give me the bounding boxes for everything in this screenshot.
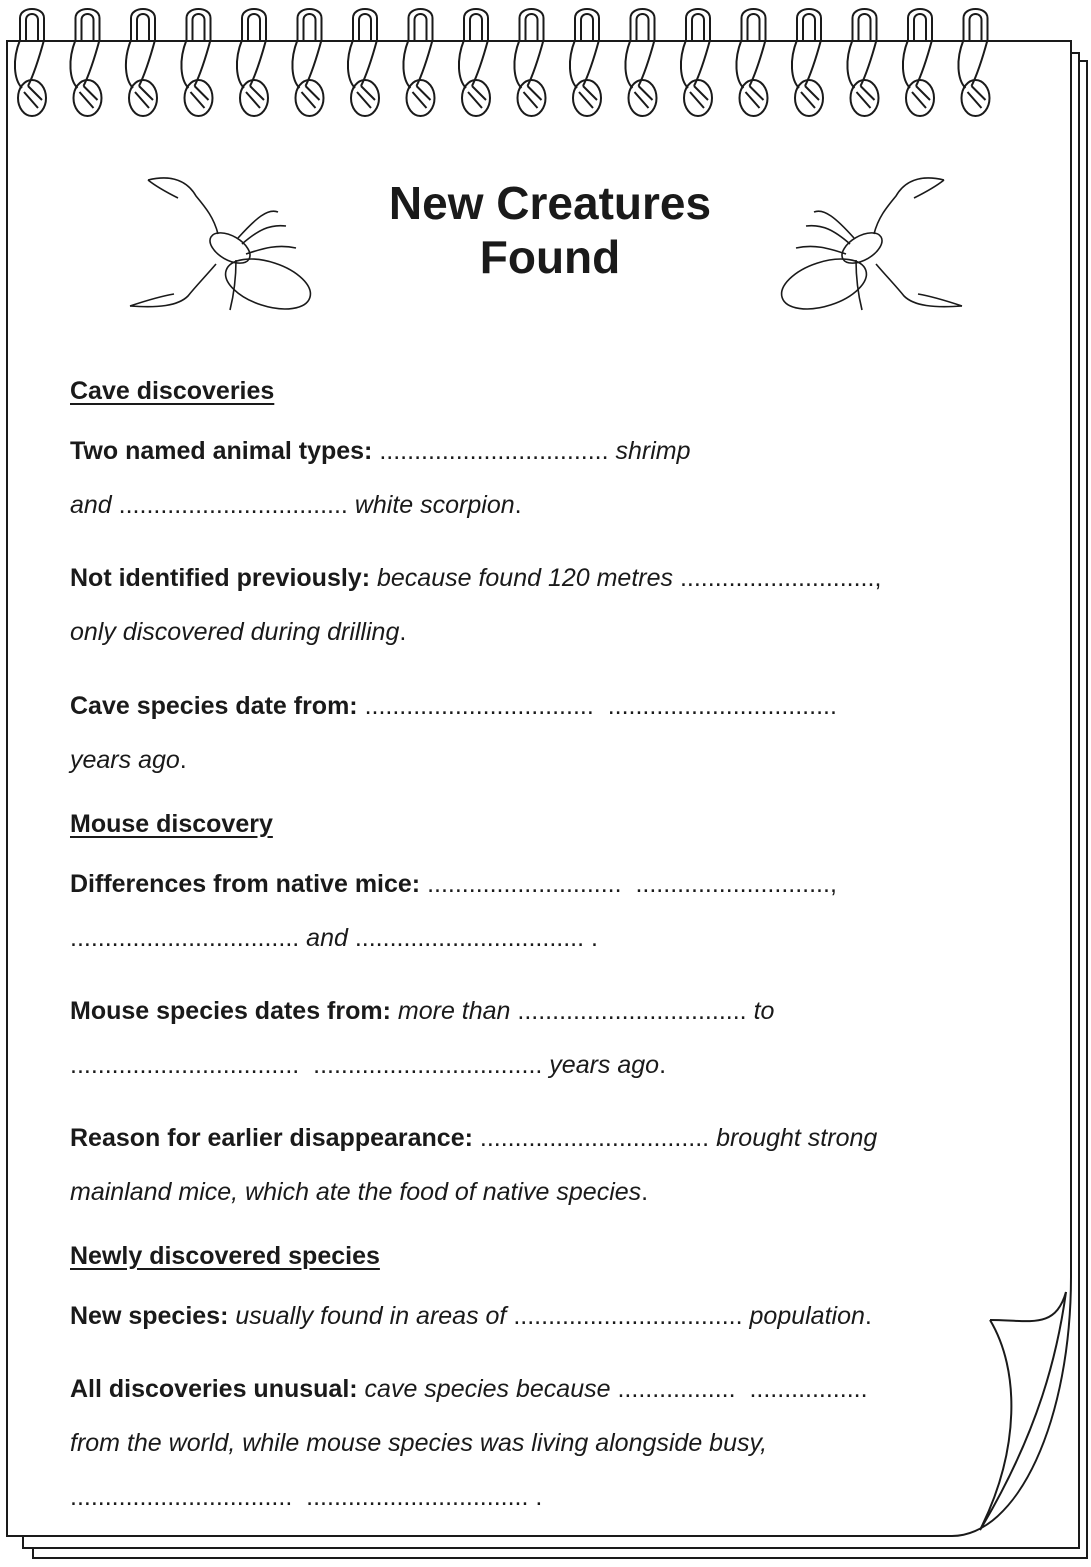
binding-ring-icon [514,9,545,116]
binding-ring-icon [847,9,878,116]
section-heading-mouse: Mouse discovery [70,810,273,838]
binding-ring-icon [459,9,490,116]
binding-ring-icon [403,9,434,116]
page-curl-icon [960,1290,1070,1540]
binding-ring-icon [792,9,823,116]
binding-ring-icon [181,9,212,116]
answer-blank[interactable]: ................................. [306,1051,543,1079]
question-cave-date-cont: years ago. [70,746,187,774]
question-unusual: All discoveries unusual: cave species because ................. ................. [70,1375,868,1403]
binding-ring-icon [15,9,46,116]
answer-blank[interactable]: ............................, [628,870,837,898]
question-unusual-cont: from the world, while mouse species was living alongside busy, [70,1429,768,1457]
section-heading-new-species: Newly discovered species [70,1242,380,1270]
answer-blank[interactable]: ................................. [472,1124,710,1152]
question-unusual-cont2: ................................ ................................ . [70,1483,543,1511]
answer-blank[interactable]: ................................. [111,491,348,519]
question-not-identified-cont: only discovered during drilling. [70,618,407,646]
binding-ring-icon [126,9,157,116]
binding-ring-icon [736,9,767,116]
question-animal-types-cont: and ................................. white scorpion. [70,491,522,519]
answer-blank[interactable]: ................................ [299,1483,529,1511]
page-title: New Creatures Found [388,177,712,283]
question-differences-cont: ................................. and ................................. . [70,924,598,952]
binding-ring-icon [237,9,268,116]
answer-blank[interactable]: ................................. [506,1302,743,1330]
answer-blank[interactable]: ................................. [357,692,594,720]
binding-ring-icon [903,9,934,116]
answer-blank[interactable]: ................................ [70,1483,293,1511]
answer-blank[interactable]: ................................. [510,997,747,1025]
binding-ring-icon [292,9,323,116]
section-heading-cave: Cave discoveries [70,377,275,405]
question-cave-date: Cave species date from: ................................. ................................. [70,692,837,720]
question-disappearance: Reason for earlier disappearance: ................................. brought strong [70,1124,878,1152]
answer-blank[interactable]: ................................. [600,692,837,720]
spiral-binding-icon [0,0,1091,130]
answer-blank[interactable]: ............................, [673,564,882,592]
question-new-species: New species: usually found in areas of ................................. population. [70,1302,872,1330]
binding-ring-icon [625,9,656,116]
question-mouse-date-cont: ................................. ................................. years ago. [70,1051,667,1079]
answer-blank[interactable]: ............................ [420,870,622,898]
answer-blank[interactable]: ................................. [70,1051,300,1079]
answer-blank[interactable]: ................................. [347,924,585,952]
scorpion-icon [764,168,974,318]
answer-blank[interactable]: ................................. [70,924,300,952]
scorpion-icon [118,168,328,318]
question-not-identified: Not identified previously: because found 120 metres ............................, [70,564,882,592]
question-differences: Differences from native mice: ............................ ............................, [70,870,837,898]
question-animal-types: Two named animal types: ................................. shrimp [70,437,691,465]
answer-blank[interactable]: ................. [610,1375,736,1403]
answer-blank[interactable]: ................................. [372,437,609,465]
question-disappearance-cont: mainland mice, which ate the food of native species. [70,1178,649,1206]
binding-ring-icon [570,9,601,116]
binding-ring-icon [348,9,379,116]
binding-ring-icon [681,9,712,116]
binding-ring-icon [70,9,101,116]
question-mouse-date: Mouse species dates from: more than ................................. to [70,997,775,1025]
answer-blank[interactable]: ................. [742,1375,868,1403]
binding-ring-icon [958,9,989,116]
